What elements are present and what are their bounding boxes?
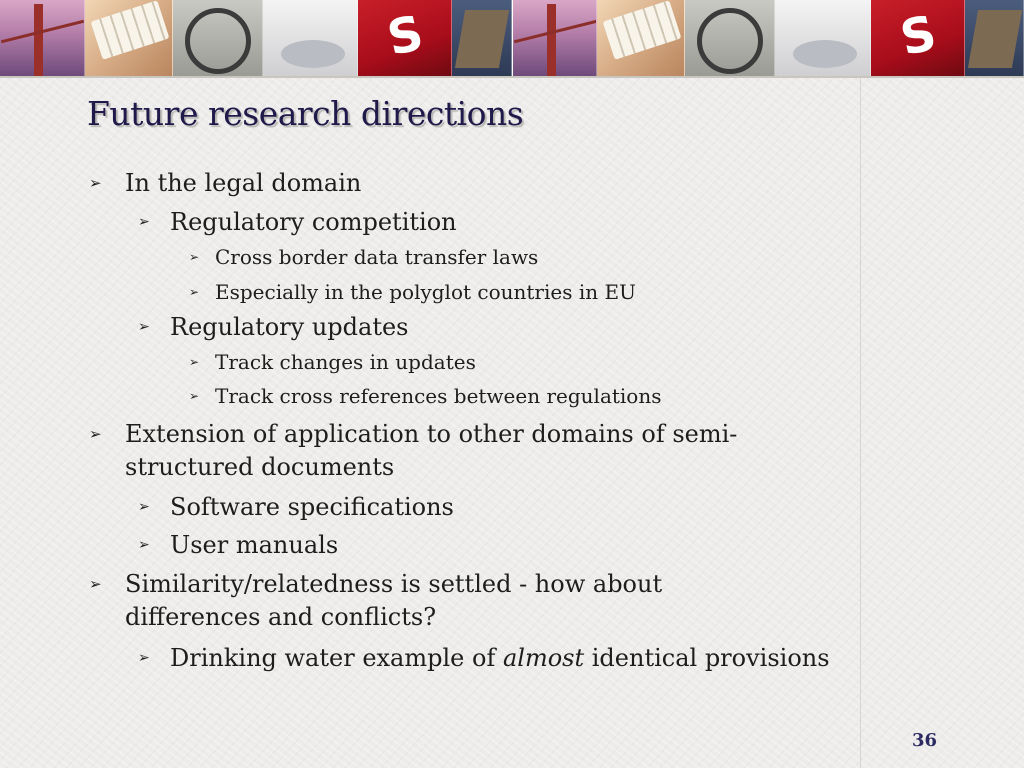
bullet-level-1 [89, 568, 663, 601]
bullet-level-3 [189, 275, 636, 309]
arrow-bullet-icon: ➢ [189, 355, 200, 369]
wheelchair-image [685, 0, 775, 76]
s-logo-image [358, 0, 452, 76]
bullet-level-3 [189, 345, 476, 379]
s-logo-image [871, 0, 965, 76]
header-banner [0, 0, 1024, 78]
bullet-text: User manuals [170, 531, 339, 559]
bridge-image [0, 0, 85, 76]
bullet-level-1 [89, 167, 362, 200]
bullet-level-2 [138, 488, 454, 526]
bullet-text: structured documents [125, 453, 395, 481]
bullet-continuation [125, 601, 436, 634]
bullet-level-3 [189, 379, 662, 413]
bullet-level-2 [138, 526, 339, 564]
bullet-text: In the legal domain [125, 169, 362, 197]
bullet-text: Cross border data transfer laws [215, 245, 539, 269]
keyboard-image [597, 0, 685, 76]
bullet-text: differences and conflicts? [125, 603, 437, 631]
bullet-text: Track cross references between regulations [215, 384, 662, 408]
arrow-bullet-icon: ➢ [138, 650, 150, 666]
keyboard-image [85, 0, 173, 76]
arrow-bullet-icon: ➢ [89, 174, 102, 192]
vertical-rule [860, 76, 861, 768]
bullet-text: Especially in the polyglot countries in EU [215, 280, 636, 304]
arrow-bullet-icon: ➢ [89, 425, 102, 443]
arrow-bullet-icon: ➢ [138, 319, 150, 335]
bridge-image [513, 0, 598, 76]
bullet-text: Track changes in updates [215, 350, 476, 374]
bullet-level-2 [138, 308, 409, 346]
bullet-text: Regulatory competition [170, 208, 457, 236]
arrow-bullet-icon: ➢ [189, 285, 200, 299]
bullet-level-1 [89, 418, 738, 451]
arrow-bullet-icon: ➢ [189, 389, 200, 403]
bullet-level-2 [138, 203, 457, 241]
arrow-bullet-icon: ➢ [138, 499, 150, 515]
notebook-image [965, 0, 1024, 76]
bullet-text-pre: Drinking water example of [170, 644, 503, 672]
bullet-continuation [125, 451, 394, 484]
arrow-bullet-icon: ➢ [89, 575, 102, 593]
arrow-bullet-icon: ➢ [138, 214, 150, 230]
mouse-image [263, 0, 359, 76]
bullet-level-3 [189, 240, 539, 274]
wheelchair-image [173, 0, 263, 76]
bullet-text-post: identical provisions [584, 644, 830, 672]
slide-title: Future research directions [87, 94, 524, 133]
emphasis-text: almost [502, 644, 585, 672]
bullet-text: Software specifications [170, 493, 454, 521]
bullet-level-2 [138, 639, 830, 677]
notebook-image [452, 0, 511, 76]
bullet-text: Regulatory updates [170, 313, 409, 341]
arrow-bullet-icon: ➢ [138, 537, 150, 553]
bullet-text: Similarity/relatedness is settled - how about [125, 570, 663, 598]
page-number: 36 [912, 730, 938, 751]
bullet-text: Extension of application to other domains of semi- [125, 420, 738, 448]
mouse-image [775, 0, 871, 76]
arrow-bullet-icon: ➢ [189, 250, 200, 264]
